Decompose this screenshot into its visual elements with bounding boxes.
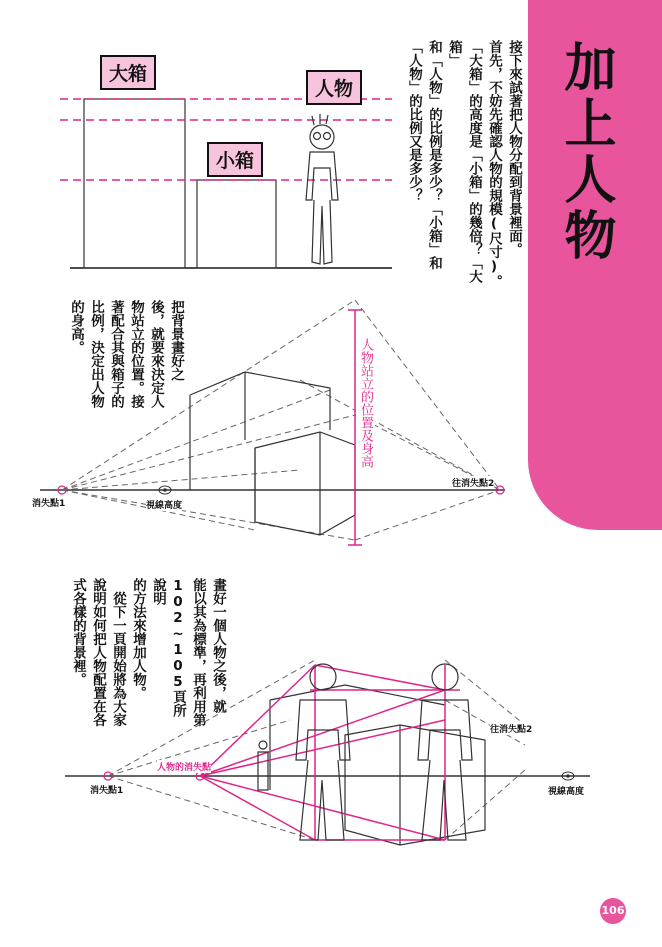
eye-level-label: 視線高度 bbox=[548, 784, 584, 797]
intro-line: 和「人物」的比例是多少？「小箱」和 bbox=[426, 40, 442, 270]
para3-line: 畫好一個人物之後，就 bbox=[210, 578, 226, 713]
person-vanishing-point-label: 人物的消失點 bbox=[157, 760, 211, 773]
para3-line: 說明如何把人物配置在各 bbox=[90, 578, 106, 727]
intro-line: 「人物」的比例又是多少？ bbox=[406, 40, 422, 202]
chapter-title: 加上人物 bbox=[555, 40, 615, 264]
para3-line: 能以其為標準，再利用第 bbox=[190, 578, 206, 727]
page-number: 106 bbox=[600, 898, 626, 924]
para2-line: 著配合其與箱子的 bbox=[108, 300, 124, 408]
para3-line: 從下一頁開始將為大家 bbox=[110, 578, 126, 727]
eye-level-label: 視線高度 bbox=[146, 498, 182, 511]
intro-line: 接下來試著把人物分配到背景裡面。 bbox=[506, 40, 522, 256]
big-box-label: 大箱 bbox=[100, 55, 156, 90]
vanishing-point-1-label: 消失點1 bbox=[32, 496, 65, 509]
person-label: 人物 bbox=[306, 70, 362, 105]
intro-line: 「大箱」的高度是「小箱」的幾倍？「大箱」 bbox=[446, 40, 482, 283]
to-vanishing-point-2-label: 往消失點2 bbox=[490, 722, 532, 735]
para3-line: 的方法來增加人物。 bbox=[130, 578, 146, 700]
para2-line: 後，就要來決定人 bbox=[148, 300, 164, 408]
person-position-height-label: 人物站立的位置及身高 bbox=[358, 338, 373, 468]
para2-line: 的身高。 bbox=[68, 300, 84, 354]
para3-line: 式各樣的背景裡。 bbox=[70, 578, 86, 686]
intro-line: 首先，不妨先確認人物的規模(尺寸)。 bbox=[486, 40, 502, 288]
small-box-label: 小箱 bbox=[207, 142, 263, 177]
para3-line: 102~105頁所說明 bbox=[150, 578, 186, 717]
vanishing-point-1-label: 消失點1 bbox=[90, 783, 123, 796]
para2-line: 比例，決定出人物 bbox=[88, 300, 104, 408]
para2-line: 把背景畫好之 bbox=[168, 300, 184, 381]
para2-line: 物站立的位置。接 bbox=[128, 300, 144, 408]
to-vanishing-point-2-label: 往消失點2 bbox=[452, 476, 494, 489]
